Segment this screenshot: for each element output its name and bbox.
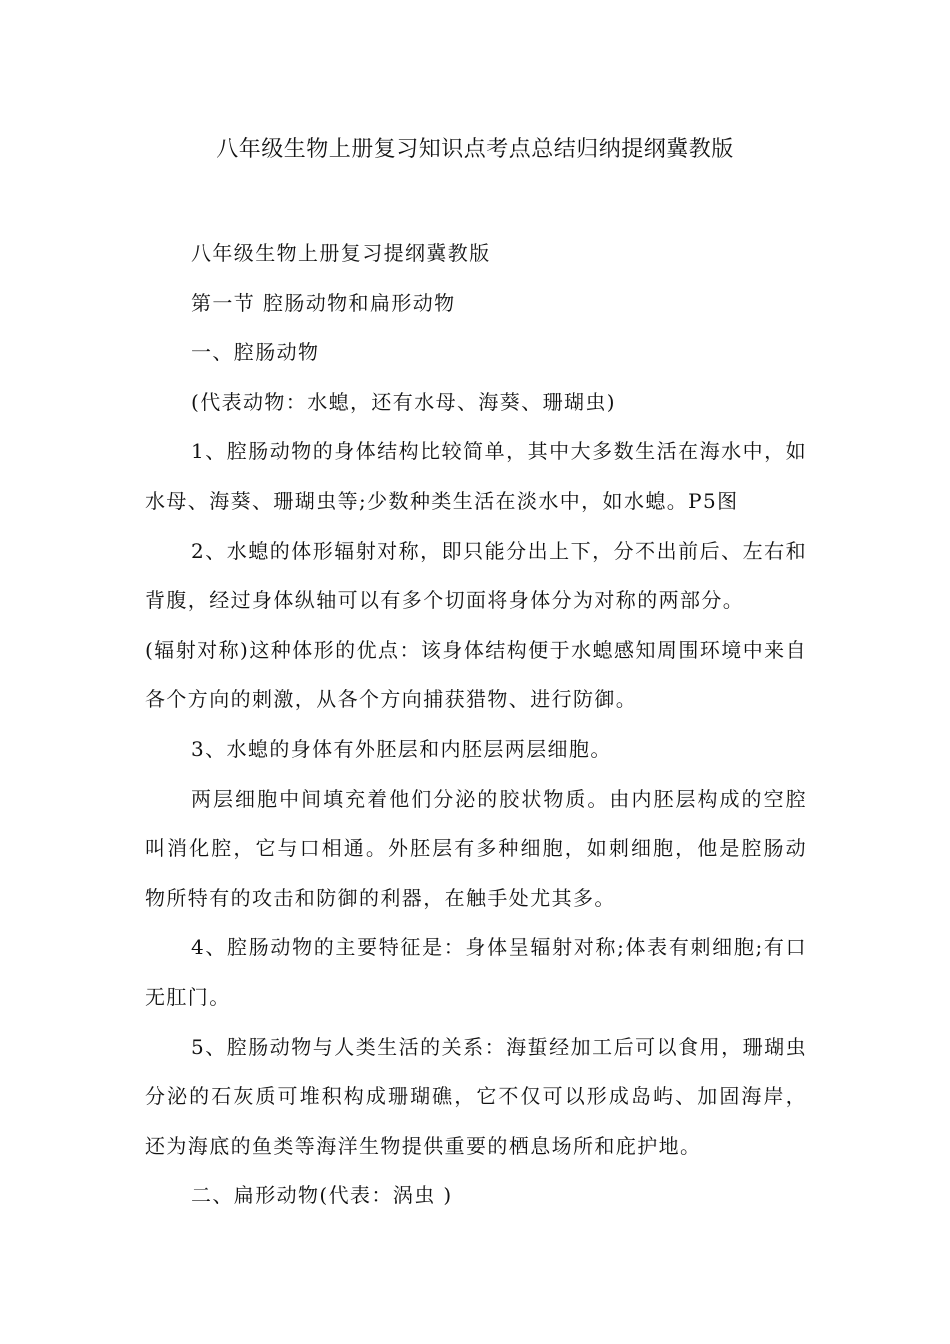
- outline-heading: 八年级生物上册复习提纲冀教版: [191, 241, 491, 265]
- document-title: 八年级生物上册复习知识点考点总结归纳提纲冀教版: [216, 137, 734, 162]
- document-body: [145, 229, 807, 1221]
- paragraph-point-1: 1、腔肠动物的身体结构比较简单，其中大多数生活在海水中，如水母、海葵、珊瑚虫等;少数种类生活在淡水中，如水螅。P5图: [145, 439, 807, 513]
- subsection-heading-flatworms: 二、扁形动物(代表：涡虫 ): [191, 1183, 453, 1208]
- paragraph-point-3: 3、水螅的身体有外胚层和内胚层两层细胞。: [191, 736, 612, 761]
- paragraph-point-2-continued: (辐射对称)这种体形的优点：该身体结构便于水螅感知周围环境中来自各个方向的刺激，从各个方向捕获猎物、进行防御。: [145, 637, 807, 712]
- representative-animals: (代表动物：水螅，还有水母、海葵、珊瑚虫): [191, 389, 617, 414]
- section-heading: 第一节 腔肠动物和扁形动物: [191, 290, 456, 315]
- subsection-heading-cnidaria: 一、腔肠动物: [191, 340, 320, 365]
- paragraph-point-5: 5、腔肠动物与人类生活的关系：海蜇经加工后可以食用，珊瑚虫分泌的石灰质可堆积构成珊瑚礁，它不仅可以形成岛屿、加固海岸，还为海底的鱼类等海洋生物提供重要的栖息场所和庇护地。: [145, 1034, 807, 1158]
- paragraph-point-2: 2、水螅的体形辐射对称，即只能分出上下，分不出前后、左右和背腹，经过身体纵轴可以有多个切面将身体分为对称的两部分。: [145, 538, 807, 613]
- paragraph-point-4: 4、腔肠动物的主要特征是：身体呈辐射对称;体表有刺细胞;有口无肛门。: [145, 935, 807, 1009]
- paragraph-point-3-detail: 两层细胞中间填充着他们分泌的胶状物质。由内胚层构成的空腔叫消化腔，它与口相通。外胚层有多种细胞，如刺细胞，他是腔肠动物所特有的攻击和防御的利器，在触手处尤其多。: [145, 786, 807, 910]
